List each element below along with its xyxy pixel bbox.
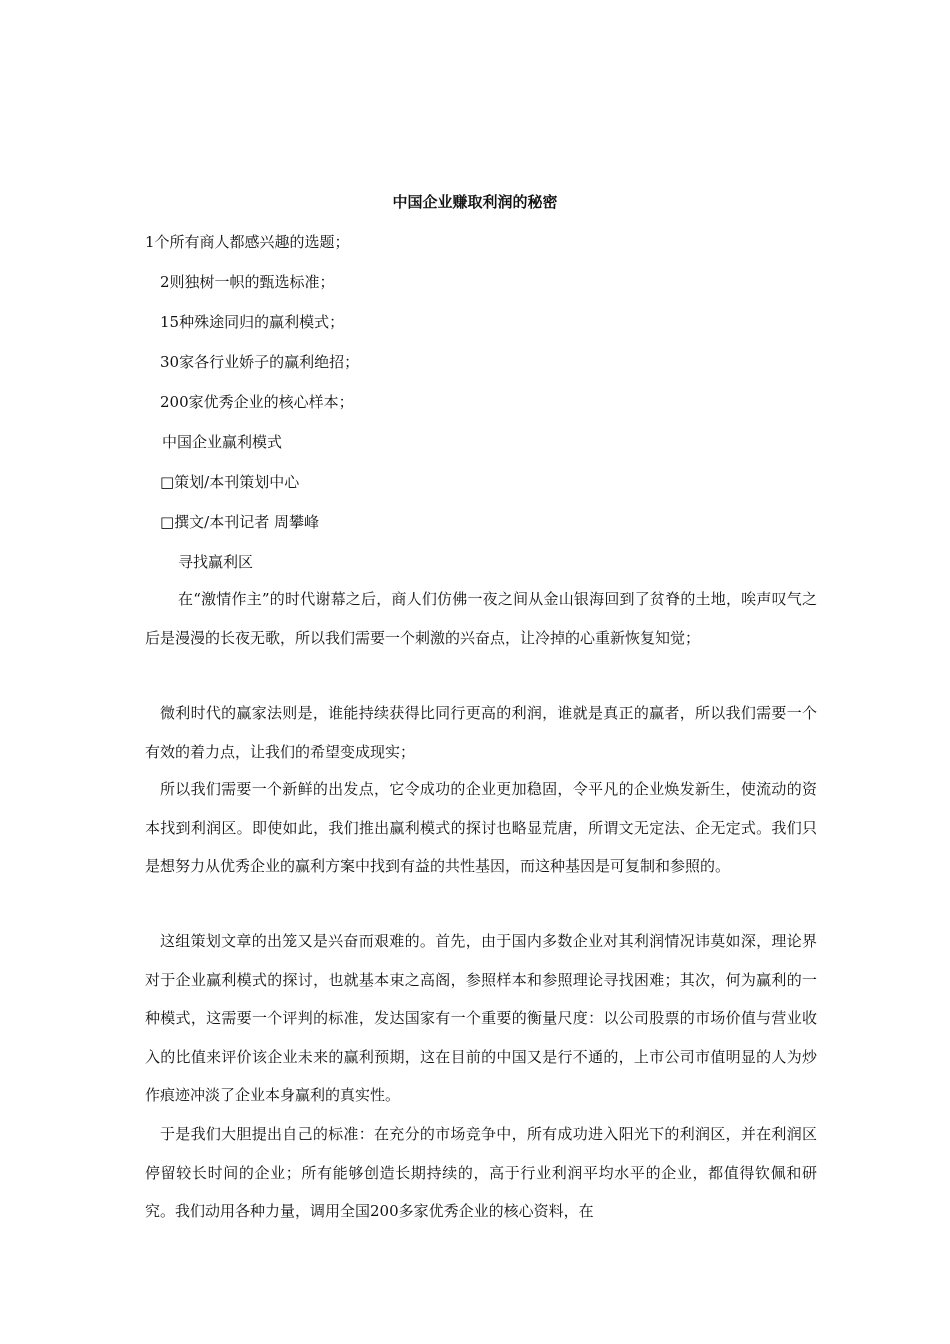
document-title: 中国企业赚取利润的秘密 (392, 193, 558, 211)
planner-credit: □策划/本刊策划中心 (160, 473, 300, 491)
paragraph-3: 所以我们需要一个新鲜的出发点，它令成功的企业更加稳固，令平凡的企业焕发新生，使流动的资本找到利润区。即使如此，我们推出赢利模式的探讨也略显荒唐，所谓文无定法、企无定式。我们只是想努力从优秀企业的赢利方案中找到有益的共性基因，而这种基因是可复制和参照的。 (145, 780, 817, 875)
intro-line-3: 15种殊途同归的赢利模式； (160, 313, 345, 331)
intro-line-5: 200家优秀企业的核心样本； (160, 393, 354, 411)
paragraph-2: 微利时代的赢家法则是，谁能持续获得比同行更高的利润，谁就是真正的赢者，所以我们需要一个有效的着力点，让我们的希望变成现实； (145, 704, 817, 761)
intro-line-1: 1个所有商人都感兴趣的选题； (145, 233, 350, 251)
paragraph-5: 于是我们大胆提出自己的标准：在充分的市场竞争中，所有成功进入阳光下的利润区，并在利润区停留较长时间的企业；所有能够创造长期持续的，高于行业利润平均水平的企业，都值得钦佩和研究。我们动用各种力量，调用全国200多家优秀企业的核心资料，在 (145, 1125, 817, 1220)
writer-credit: □撰文/本刊记者 周攀峰 (160, 513, 319, 531)
section-heading: 中国企业赢利模式 (162, 433, 283, 451)
paragraph-1: 在“激情作主”的时代谢幕之后，商人们仿佛一夜之间从金山银海回到了贫脊的土地，唉声叹气之后是漫漫的长夜无歌，所以我们需要一个刺激的兴奋点，让冷掉的心重新恢复知觉； (145, 590, 817, 647)
intro-line-4: 30家各行业娇子的赢利绝招； (160, 353, 360, 371)
intro-line-2: 2则独树一帜的甄选标准； (160, 273, 335, 291)
subsection-heading: 寻找赢利区 (178, 553, 254, 571)
paragraph-4: 这组策划文章的出笼又是兴奋而艰难的。首先，由于国内多数企业对其利润情况讳莫如深，理论界对于企业赢利模式的探讨，也就基本束之高阁，参照样本和参照理论寻找困难；其次，何为赢利的一种模式，这需要一个评判的标准，发达国家有一个重要的衡量尺度：以公司股票的市场价值与营业收入的比值来评价该企业未来的赢利预期，这在目前的中国又是行不通的，上市公司市值明显的人为炒作痕迹冲淡了企业本身赢利的真实性。 (145, 932, 817, 1104)
